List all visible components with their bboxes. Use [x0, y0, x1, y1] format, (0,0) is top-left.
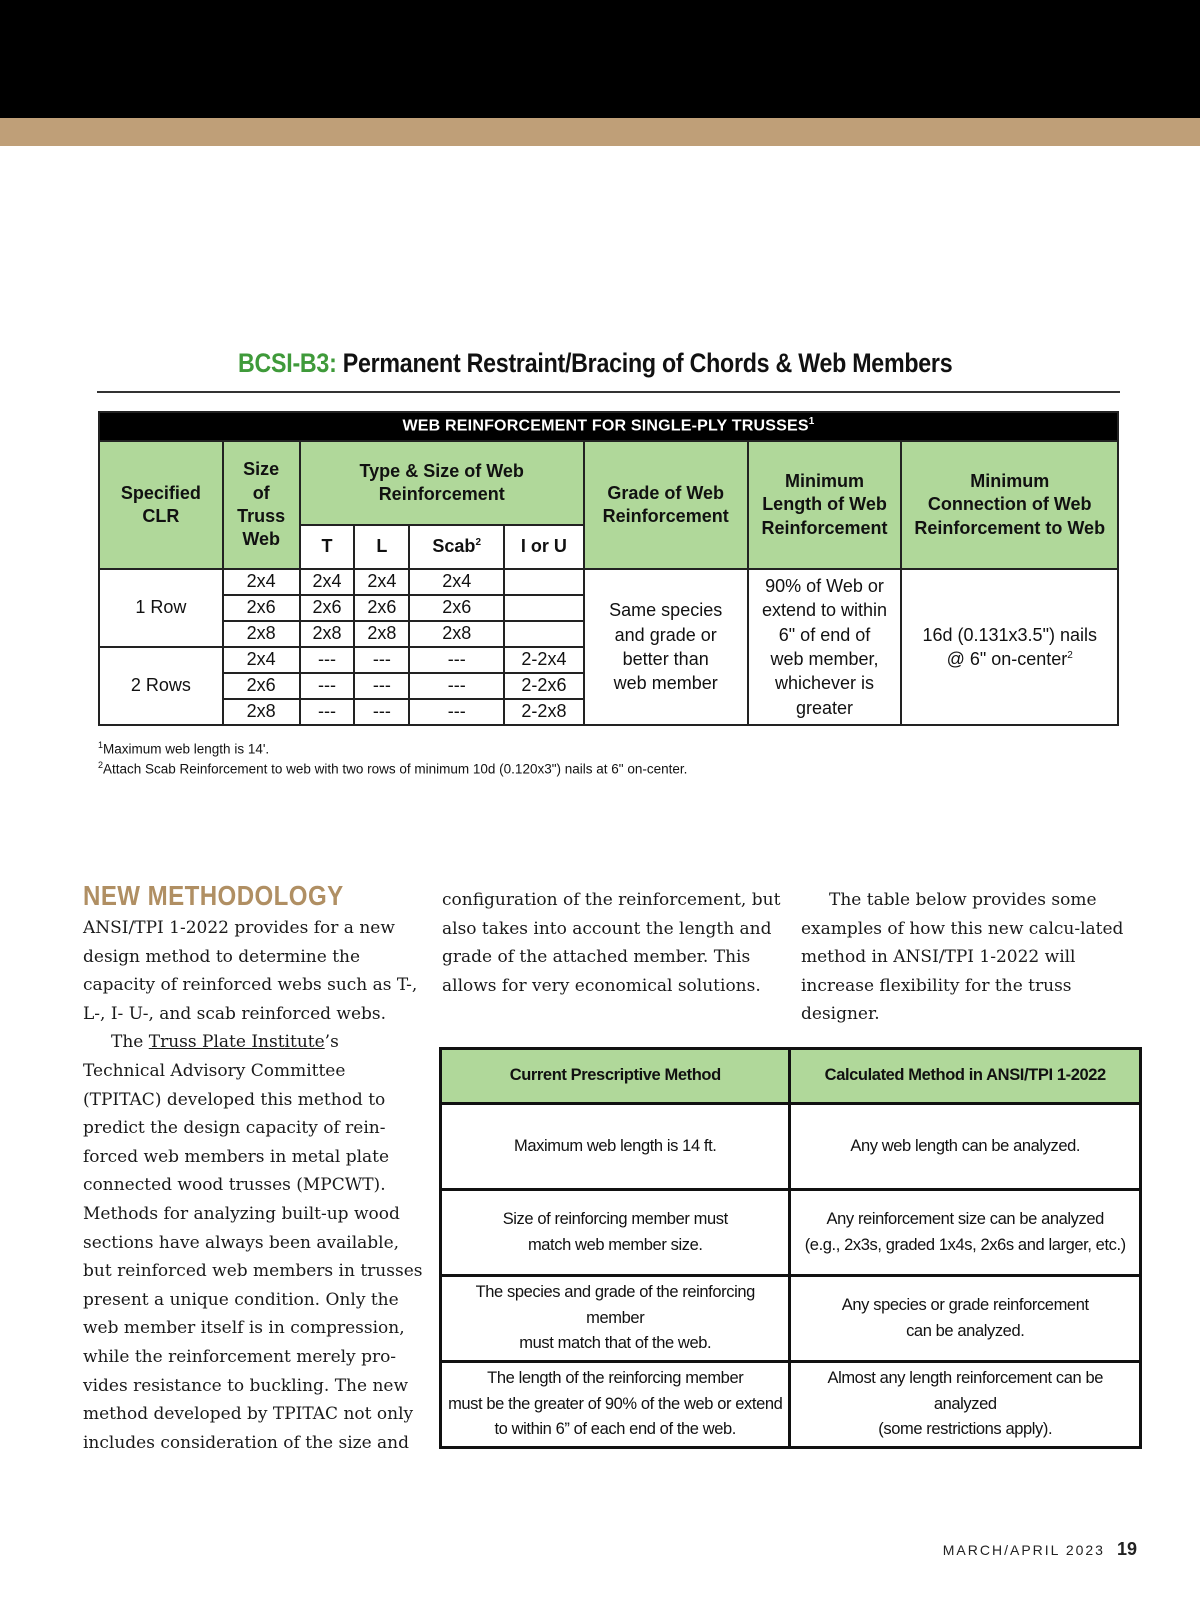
paragraph: The table below provides some examples of how this new calcu-lated method in ANSI/TPI 1-2022 will increase flexibility for the truss designer.: [801, 890, 1124, 1025]
min-length-cell: 90% of Web or extend to within 6" of end of web member, whichever is greater: [748, 569, 902, 725]
iu-cell: [504, 569, 584, 595]
t-cell: 2x4: [300, 569, 355, 595]
l-cell: ---: [354, 673, 409, 699]
size-cell: 2x4: [223, 569, 300, 595]
issue-date: MARCH/APRIL 2023: [942, 1542, 1105, 1558]
clr-cell: 1 Row: [99, 569, 223, 647]
l-cell: 2x8: [354, 621, 409, 647]
calculated-cell: Any reinforcement size can be analyzed (e.g., 2x3s, graded 1x4s, 2x6s and larger, etc.): [790, 1190, 1141, 1276]
scab-cell: ---: [409, 647, 504, 673]
min-connection-cell: 16d (0.131x3.5") nails @ 6" on-center$^2$: [901, 569, 1118, 725]
t-cell: 2x6: [300, 595, 355, 621]
web-reinforcement-table: [98, 411, 1119, 726]
l-cell: 2x4: [354, 569, 409, 595]
table-caption: WEB REINFORCEMENT FOR SINGLE-PLY TRUSSES$^1$: [99, 412, 1118, 441]
calculated-cell: Any species or grade reinforcement can be analyzed.: [790, 1276, 1141, 1362]
table-row: [441, 1276, 1141, 1362]
header-l: L: [354, 525, 409, 569]
header-i-or-u: I or U: [504, 525, 584, 569]
t-cell: ---: [300, 647, 355, 673]
current-cell: Maximum web length is 14 ft.: [441, 1104, 790, 1190]
article-column-3: [801, 886, 1146, 1029]
figure-title-rule: [97, 391, 1120, 393]
scab-cell: 2x6: [409, 595, 504, 621]
paragraph: ANSI/TPI 1-2022 provides for a new design method to determine the capacity of reinforced webs such as T-, L-, I- U-, and scab reinforced webs.: [83, 918, 418, 1024]
header-t: T: [300, 525, 355, 569]
paragraph: configuration of the reinforcement, but also takes into account the length and grade of the attached member. This allows for very economical solutions.: [442, 890, 781, 996]
size-cell: 2x8: [223, 699, 300, 725]
footnote-2: $^2$Attach Scab Reinforcement to web with two rows of minimum 10d (0.120x3") nails at 6" on-center.: [98, 760, 688, 777]
current-cell: The species and grade of the reinforcing member must match that of the web.: [441, 1276, 790, 1362]
method-comparison-table: [439, 1047, 1142, 1449]
paragraph: The Truss Plate Institute’s Technical Advisory Committee (TPITAC) developed this method to predict the design capacity of rein-forced web members in metal plate connected wood trusses (MPCWT). Methods for analyzing built-up wood sections have always been available, but reinforced web members in trusses present a unique condition. Only the web member itself is in compression, while the reinforcement merely pro-vides resistance to buckling. The new method developed by TPITAC not only includes consideration of the size and: [83, 1032, 423, 1453]
header-scab: Scab$^2$: [409, 525, 504, 569]
page-footer: [943, 1539, 1137, 1560]
figure-title-code: BCSI-B3:: [238, 348, 337, 378]
iu-cell: 2-2x4: [504, 647, 584, 673]
table-row: [441, 1190, 1141, 1276]
size-cell: 2x8: [223, 621, 300, 647]
calculated-cell: Any web length can be analyzed.: [790, 1104, 1141, 1190]
size-cell: 2x6: [223, 595, 300, 621]
t-cell: ---: [300, 699, 355, 725]
scab-cell: ---: [409, 699, 504, 725]
table-row: [441, 1104, 1141, 1190]
iu-cell: [504, 595, 584, 621]
figure-title: [238, 348, 952, 379]
header-grade: Grade of Web Reinforcement: [584, 441, 748, 569]
header-specified-clr: Specified CLR: [99, 441, 223, 569]
footnote-1: $^1$Maximum web length is 14'.: [98, 740, 270, 757]
header-black-bar: [0, 0, 1200, 118]
article-column-2: [442, 886, 792, 1000]
truss-plate-institute-link[interactable]: Truss Plate Institute: [148, 1032, 325, 1053]
t-cell: ---: [300, 673, 355, 699]
header-min-length: Minimum Length of Web Reinforcement: [748, 441, 902, 569]
clr-cell: 2 Rows: [99, 647, 223, 725]
header-calculated-method: Calculated Method in ANSI/TPI 1-2022: [790, 1049, 1141, 1104]
grade-cell: Same species and grade or better than web member: [584, 569, 748, 725]
l-cell: ---: [354, 699, 409, 725]
scab-cell: ---: [409, 673, 504, 699]
table-row: [99, 569, 1118, 595]
header-type-size: Type & Size of Web Reinforcement: [300, 441, 584, 525]
figure-title-text: Permanent Restraint/Bracing of Chords & Web Members: [336, 348, 953, 378]
l-cell: ---: [354, 647, 409, 673]
section-heading: NEW METHODOLOGY: [83, 880, 344, 911]
article-column-1: [83, 914, 423, 1457]
size-cell: 2x4: [223, 647, 300, 673]
table-row: [441, 1362, 1141, 1448]
calculated-cell: Almost any length reinforcement can be analyzed (some restrictions apply).: [790, 1362, 1141, 1448]
t-cell: 2x8: [300, 621, 355, 647]
l-cell: 2x6: [354, 595, 409, 621]
current-cell: The length of the reinforcing member must be the greater of 90% of the web or extend to within 6” of each end of the web.: [441, 1362, 790, 1448]
header-current-method: Current Prescriptive Method: [441, 1049, 790, 1104]
page-number: 19: [1116, 1539, 1137, 1559]
current-cell: Size of reinforcing member must match web member size.: [441, 1190, 790, 1276]
header-tan-stripe: [0, 118, 1200, 146]
header-min-connection: Minimum Connection of Web Reinforcement to Web: [901, 441, 1118, 569]
header-size-of-truss-web: Size of Truss Web: [223, 441, 300, 569]
iu-cell: [504, 621, 584, 647]
scab-cell: 2x4: [409, 569, 504, 595]
iu-cell: 2-2x8: [504, 699, 584, 725]
iu-cell: 2-2x6: [504, 673, 584, 699]
scab-cell: 2x8: [409, 621, 504, 647]
size-cell: 2x6: [223, 673, 300, 699]
